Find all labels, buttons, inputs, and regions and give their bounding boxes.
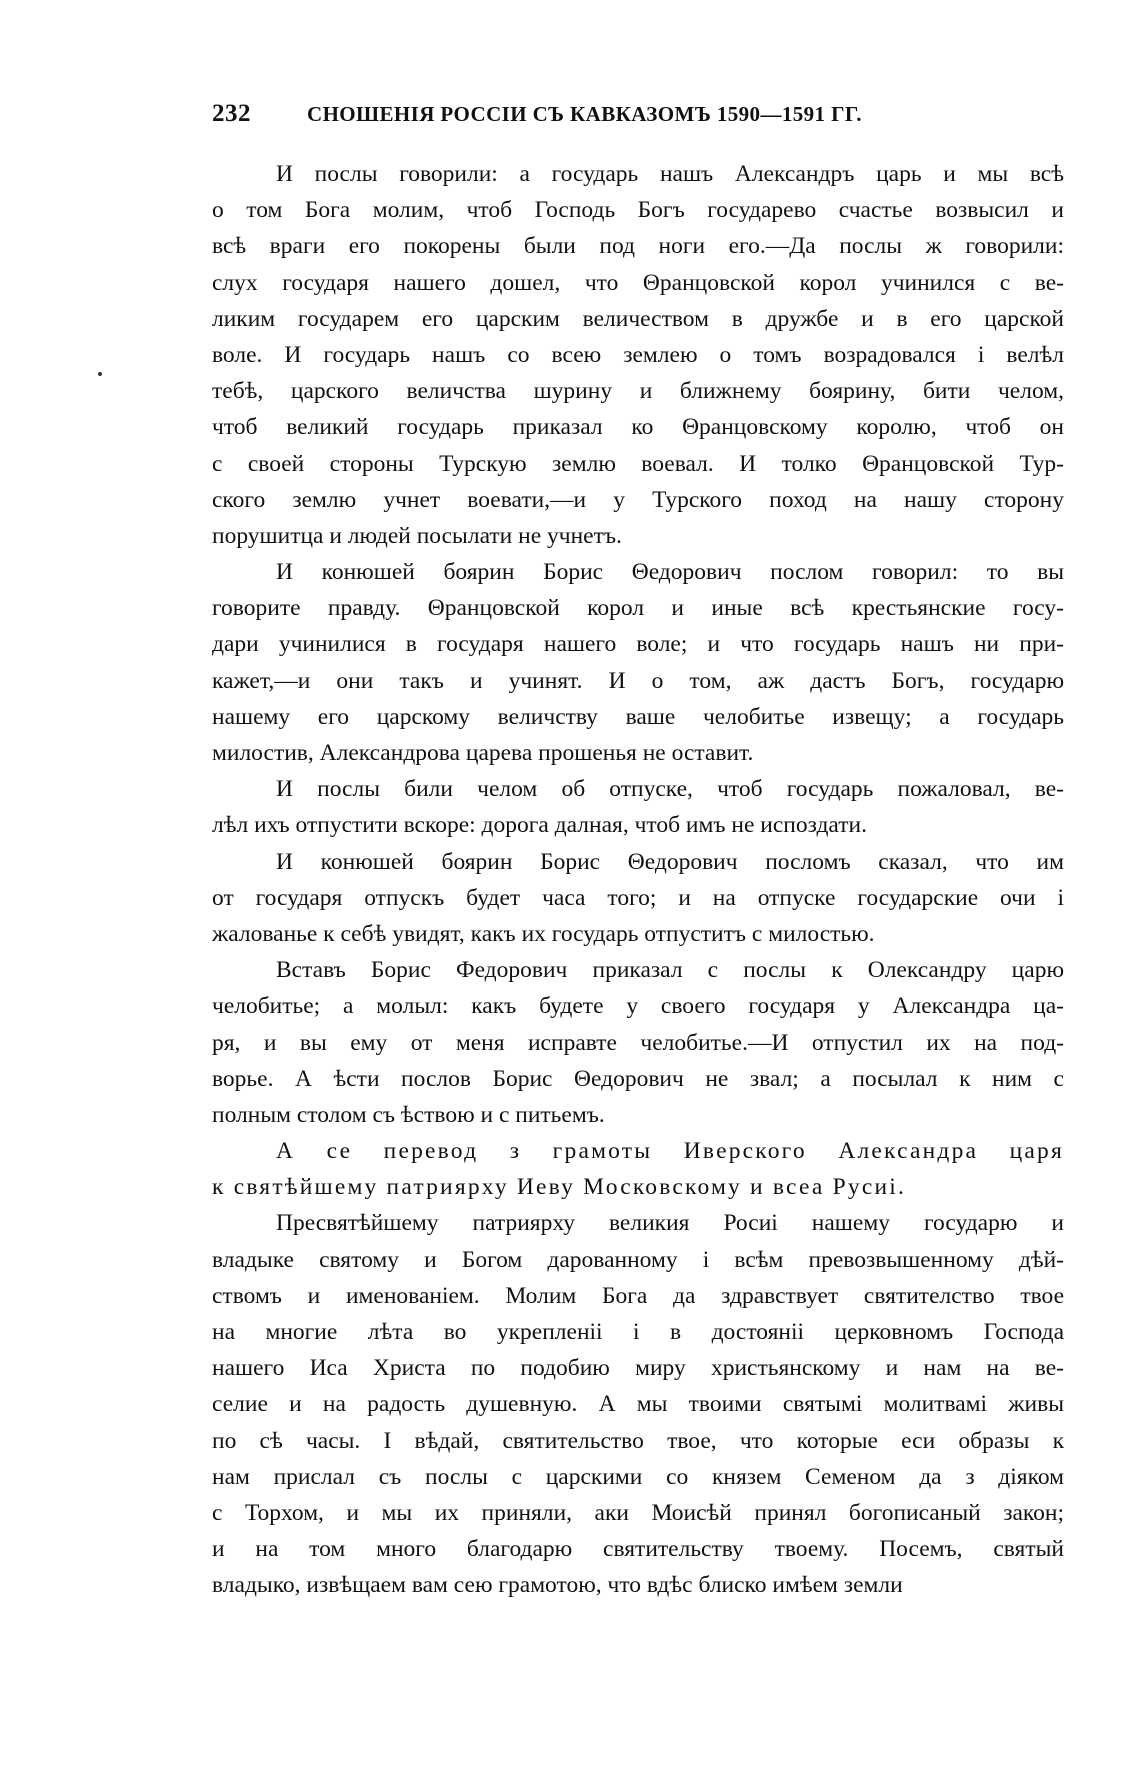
- section-heading: [212, 1133, 1064, 1205]
- text-line: милостив, Александрова царева прошенья не оставит.: [212, 740, 754, 766]
- body-text: [212, 156, 1064, 1604]
- text-line: слух государя нашего дошел, что Θранцовской корол учинился с ве-: [212, 269, 1064, 296]
- text-line: жалованье к себѣ увидят, какъ их государь отпуститъ с милостью.: [212, 920, 875, 947]
- text-line: чтоб великий государь приказал ко Θранцовскому королю, чтоб он: [212, 414, 1064, 441]
- text-line: порушитца и людей посылати не учнетъ.: [212, 522, 622, 549]
- text-line: с своей стороны Турскую землю воевал. И толко Θранцовской Тур-: [212, 450, 1064, 477]
- paragraph: [212, 844, 1064, 953]
- paragraph: [212, 771, 1064, 843]
- running-title: СНОШЕНІЯ РОССІИ СЪ КАВКАЗОМЪ 1590—1591 ГГ.: [307, 102, 862, 126]
- text-line: по сѣ часы. І вѣдай, святительство твое, что которые еси образы к: [212, 1427, 1064, 1454]
- text-line: владыко, извѣщаем вам сею грамотою, что вдѣс блиско имѣем земли: [212, 1572, 903, 1599]
- page-number: 232: [212, 100, 251, 127]
- text-line: ского землю учнет воевати,—и у Турского поход на нашу сторону: [212, 486, 1064, 513]
- text-line: Вставъ Борис Федорович приказал с послы к Олександру царю: [276, 957, 1064, 984]
- paragraph: [212, 952, 1064, 1133]
- text-line: кажет,—и они такъ и учинят. И о том, аж дастъ Богъ, государю: [212, 667, 1064, 694]
- paragraph: [212, 1205, 1064, 1603]
- text-line: о том Бога молим, чтоб Господь Богъ государево счастье возвысил и: [212, 197, 1064, 224]
- text-line: с Торхом, и мы их приняли, аки Моисѣй принял богописаный закон;: [212, 1499, 1064, 1526]
- text-line: к святѣйшему патриярху Иеву Московскому и всеа Русиі.: [212, 1174, 907, 1201]
- text-line: селие и на радость душевную. А мы твоими святымі молитвамі живы: [212, 1391, 1064, 1418]
- text-line: И послы били челом об отпуске, чтоб государь пожаловал, ве-: [276, 776, 1064, 803]
- text-line: нашего Иса Христа по подобию миру христьянскому и нам на ве-: [212, 1355, 1064, 1382]
- text-line: говорите правду. Θранцовской корол и иные всѣ крестьянские госу-: [212, 595, 1064, 622]
- text-line: от государя отпускъ будет часа того; и на отпуске государские очи і: [212, 884, 1064, 911]
- text-line: воле. И государь нашъ со всею землею о томъ возрадовался і велѣл: [212, 341, 1064, 368]
- text-line: на многие лѣта во укрепленіі і в достояніі церковномъ Господа: [212, 1319, 1064, 1345]
- text-line: дари учинилися в государя нашего воле; и что государь нашъ ни при-: [212, 631, 1064, 658]
- text-line: лѣл ихъ отпустити вскоре: дорога далная, чтоб имъ не испоздати.: [212, 812, 867, 839]
- text-line: челобитье; а молыл: какъ будете у своего государя у Александра ца-: [212, 993, 1064, 1020]
- text-line: полным столом съ ѣствою и с питьемъ.: [212, 1101, 605, 1128]
- text-line: нашему его царскому величству ваше челобитье извещу; а государь: [212, 703, 1064, 730]
- text-line: нам прислал съ послы с царскими со князем Семеном да з діяком: [212, 1463, 1064, 1490]
- text-line: и на том много благодарю святительству твоему. Посемъ, святый: [212, 1536, 1064, 1563]
- text-line: ря, и вы ему от меня исправте челобитье.—И отпустил их на под-: [212, 1029, 1064, 1056]
- paragraph: [212, 156, 1064, 554]
- page-header: [212, 100, 944, 134]
- text-line: И конюшей боярин Борис Θедорович послом говорил: то вы: [276, 559, 1064, 586]
- text-line: тебѣ, царского величства шурину и ближнему боярину, бити челом,: [212, 378, 1064, 405]
- text-line: И послы говорили: а государь нашъ Александръ царь и мы всѣ: [276, 161, 1064, 187]
- text-line: ликим государем его царским величеством в дружбе и в его царской: [212, 305, 1064, 332]
- text-line: А се перевод з грамоты Иверского Александра царя: [276, 1138, 1064, 1165]
- margin-speck: [98, 372, 102, 376]
- text-line: И конюшей боярин Борис Θедорович посломъ сказал, что им: [276, 848, 1064, 875]
- text-line: владыке святому и Богом дарованному і всѣм превозвышенному дѣй-: [212, 1246, 1064, 1273]
- text-line: ствомъ и именованіем. Молим Бога да здравствует святителство твое: [212, 1282, 1064, 1309]
- text-line: ворье. А ѣсти послов Борис Θедорович не звал; а посылал к ним с: [212, 1065, 1064, 1092]
- paragraph: [212, 554, 1064, 771]
- text-line: всѣ враги его покорены были под ноги его.—Да послы ж говорили:: [212, 233, 1064, 260]
- text-line: Пресвятѣйшему патриярху великия Росиі нашему государю и: [276, 1210, 1064, 1237]
